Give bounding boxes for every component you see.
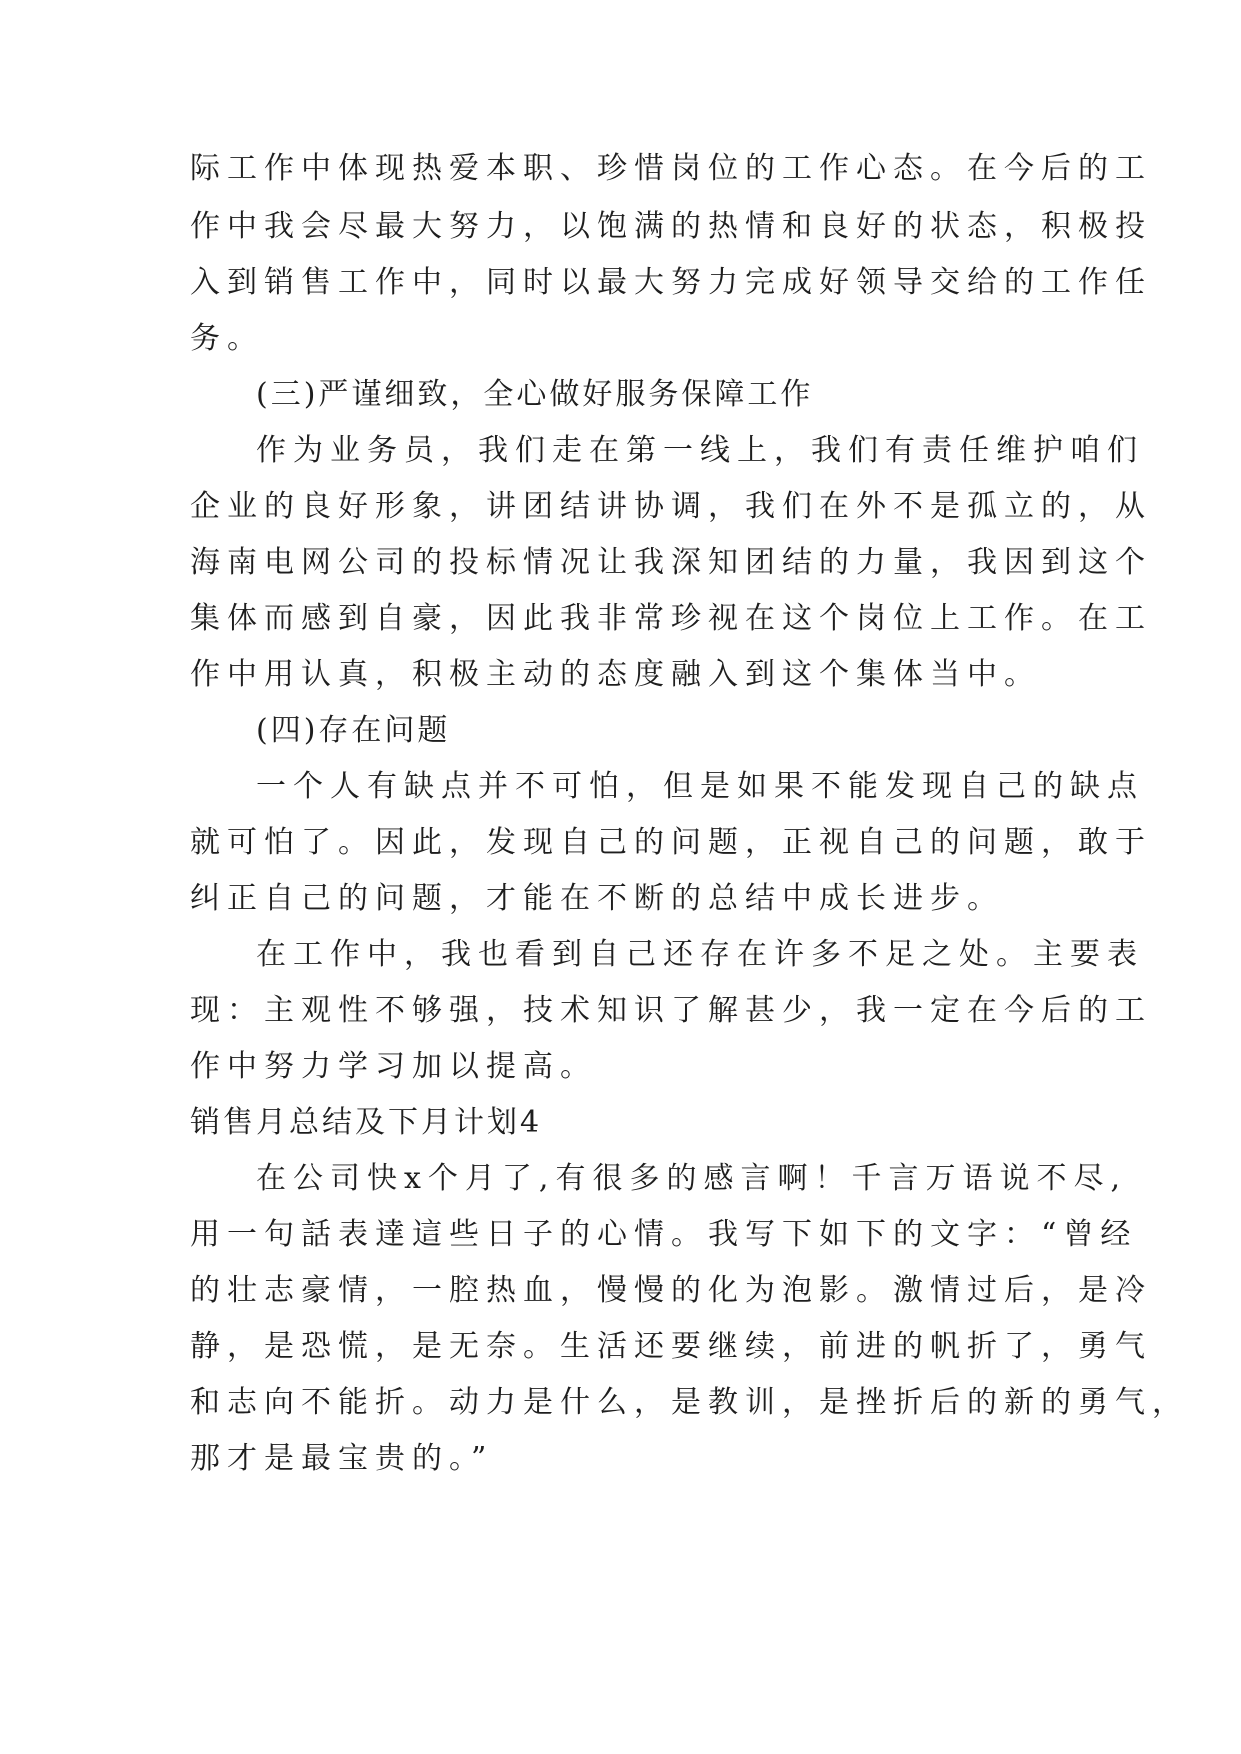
paragraph-line: 集体而感到自豪，因此我非常珍视在这个岗位上工作。在工 [190,601,1152,636]
paragraph-line: 那才是最宝贵的。” [190,1441,494,1476]
paragraph-line: 在公司快x个月了,有很多的感言啊！千言万语说不尽, [256,1161,1127,1196]
paragraph-line: 作中我会尽最大努力，以饱满的热情和良好的状态，积极投 [190,209,1152,244]
paragraph-line: 作中努力学习加以提高。 [190,1049,597,1084]
paragraph-line: 作中用认真，积极主动的态度融入到这个集体当中。 [190,657,1041,692]
paragraph-line: 海南电网公司的投标情况让我深知团结的力量，我因到这个 [190,545,1152,580]
paragraph-line: 一个人有缺点并不可怕，但是如果不能发现自己的缺点 [256,769,1144,804]
paragraph-line: 在工作中，我也看到自己还存在许多不足之处。主要表 [256,937,1144,972]
paragraph-line: 入到销售工作中，同时以最大努力完成好领导交给的工作任 [190,265,1152,300]
paragraph-line: 用一句話表達這些日子的心情。我写下如下的文字：“曾经 [190,1217,1138,1252]
paragraph-line: 务。 [190,321,264,356]
paragraph-line: 作为业务员，我们走在第一线上，我们有责任维护咱们 [256,433,1144,468]
paragraph-line: 静，是恐慌，是无奈。生活还要继续，前进的帆折了，勇气 [190,1329,1152,1364]
paragraph-line: 企业的良好形象，讲团结讲协调，我们在外不是孤立的，从 [190,489,1152,524]
paragraph-line: 的壮志豪情，一腔热血，慢慢的化为泡影。激情过后，是冷 [190,1273,1152,1308]
section-heading: (四)存在问题 [256,713,451,748]
section-heading: (三)严谨细致，全心做好服务保障工作 [256,377,814,412]
paragraph-line: 际工作中体现热爱本职、珍惜岗位的工作心态。在今后的工 [190,151,1152,186]
paragraph-line: 就可怕了。因此，发现自己的问题，正视自己的问题，敢于 [190,825,1152,860]
paragraph-line: 纠正自己的问题，才能在不断的总结中成长进步。 [190,881,1004,916]
paragraph-line: 现：主观性不够强，技术知识了解甚少，我一定在今后的工 [190,993,1152,1028]
paragraph-line: 和志向不能折。动力是什么，是教训，是挫折后的新的勇气， [190,1385,1189,1420]
document-section-title: 销售月总结及下月计划4 [190,1105,543,1140]
